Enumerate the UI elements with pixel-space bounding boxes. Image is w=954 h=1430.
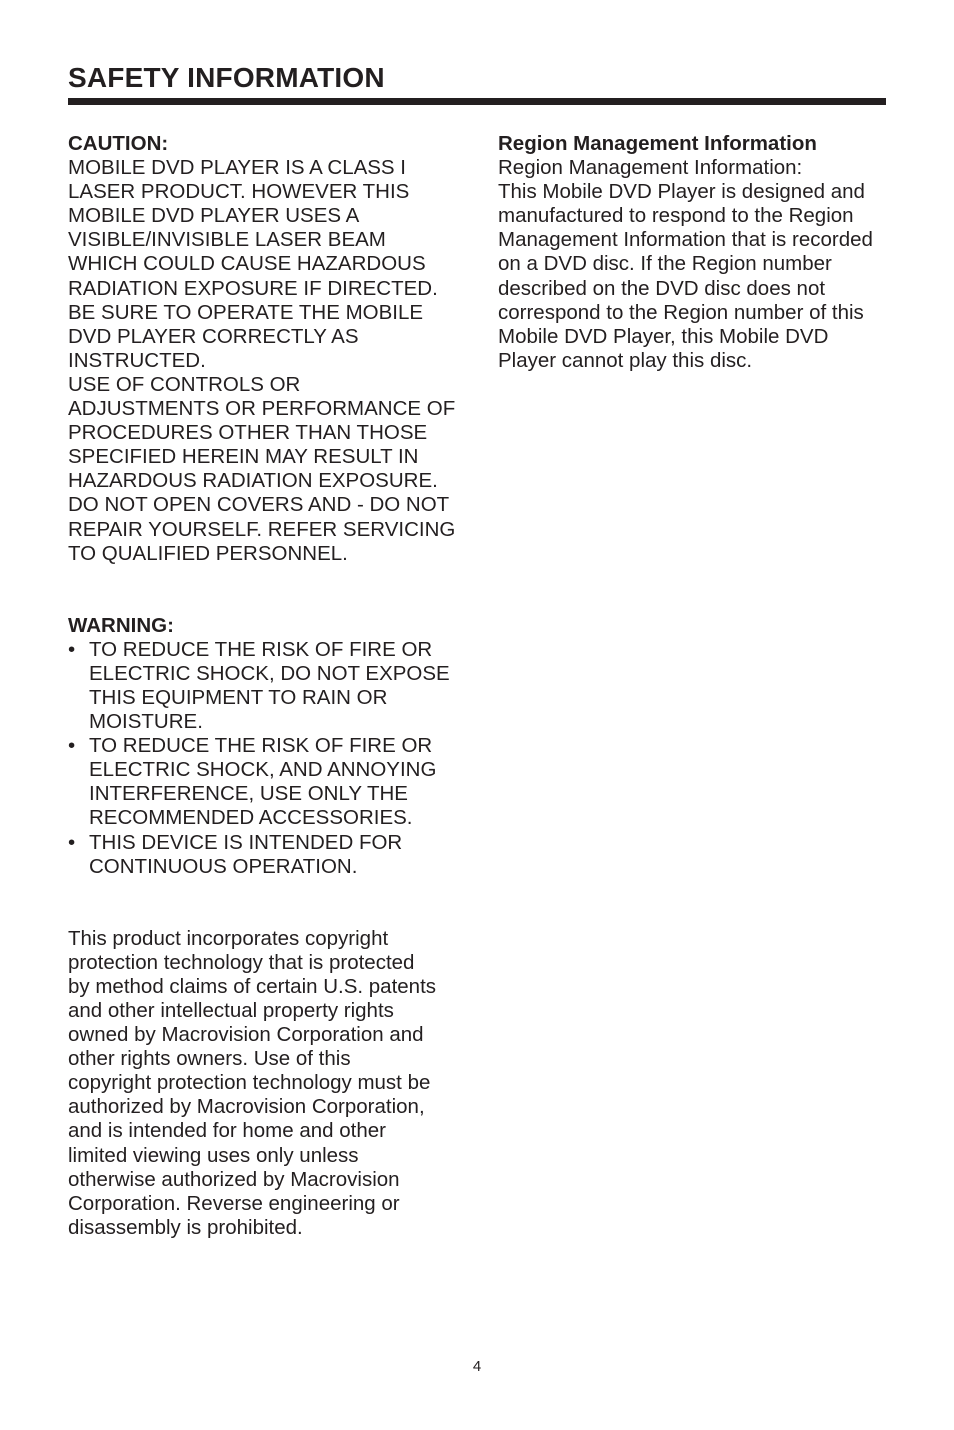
text-line: ELECTRIC SHOCK, AND ANNOYING [89,758,437,782]
text-line: RECOMMENDED ACCESSORIES. [89,806,413,830]
text-line: owned by Macrovision Corporation and [68,1023,424,1047]
text-line: TO REDUCE THE RISK OF FIRE OR [89,734,433,758]
title-rule [68,98,886,105]
text-line: TO QUALIFIED PERSONNEL. [68,541,348,565]
text-line: BE SURE TO OPERATE THE MOBILE [68,300,424,324]
text-line: Corporation. Reverse engineering or [68,1191,400,1215]
warning-list [68,638,468,879]
text-line: Management Information that is recorded [498,228,873,252]
text-line: ELECTRIC SHOCK, DO NOT EXPOSE [89,661,450,685]
warning-item [68,734,468,830]
text-line: copyright protection technology must be [68,1071,431,1095]
text-line: WHICH COULD CAUSE HAZARDOUS [68,252,426,276]
text-line: ADJUSTMENTS OR PERFORMANCE OF [68,397,456,421]
text-line: by method claims of certain U.S. patents [68,974,437,998]
text-line: THIS EQUIPMENT TO RAIN OR [89,685,388,709]
text-line: MOBILE DVD PLAYER USES A [68,204,360,228]
text-line: Player cannot play this disc. [498,348,753,372]
section-spacer [68,879,468,927]
text-line: RADIATION EXPOSURE IF DIRECTED. [68,276,438,300]
text-line: USE OF CONTROLS OR [68,372,301,396]
text-line: limited viewing uses only unless [68,1143,359,1167]
text-line: authorized by Macrovision Corporation, [68,1095,425,1119]
warning-item-text [89,831,468,879]
right-column [498,132,898,373]
text-line: MOISTURE. [89,710,203,734]
page-title: SAFETY INFORMATION [68,62,385,93]
text-line: DO NOT OPEN COVERS AND - DO NOT [68,493,450,517]
bullet-icon: • [68,734,76,758]
text-line: CONTINUOUS OPERATION. [89,854,358,878]
left-column [68,132,468,1240]
text-line: This Mobile DVD Player is designed and [498,180,865,204]
text-line: MOBILE DVD PLAYER IS A CLASS I [68,156,406,180]
text-line: This product incorporates copyright [68,926,389,950]
text-line: DVD PLAYER CORRECTLY AS [68,324,359,348]
section-spacer [68,566,468,614]
copyright-text [68,927,468,1240]
text-line: INTERFERENCE, USE ONLY THE [89,782,408,806]
text-line: THIS DEVICE IS INTENDED FOR [89,830,403,854]
warning-item [68,831,468,879]
text-line: other rights owners. Use of this [68,1047,351,1071]
text-line: otherwise authorized by Macrovision [68,1167,400,1191]
text-line: HAZARDOUS RADIATION EXPOSURE. [68,469,438,493]
text-line: on a DVD disc. If the Region number [498,252,832,276]
warning-section [68,614,468,879]
text-line: VISIBLE/INVISIBLE LASER BEAM [68,228,386,252]
warning-heading: WARNING: [68,613,174,637]
text-line: INSTRUCTED. [68,348,206,372]
region-text [498,156,898,373]
text-line: described on the DVD disc does not [498,276,826,300]
warning-item [68,638,468,734]
text-line: manufactured to respond to the Region [498,204,854,228]
text-line: disassembly is prohibited. [68,1215,303,1239]
warning-item-text [89,638,468,734]
text-line: Mobile DVD Player, this Mobile DVD [498,324,829,348]
bullet-icon: • [68,637,76,661]
text-line: protection technology that is protected [68,950,415,974]
text-line: PROCEDURES OTHER THAN THOSE [68,421,428,445]
page-number: 4 [472,1358,482,1375]
region-section [498,132,898,373]
warning-item-text [89,734,468,830]
bullet-icon: • [68,830,76,854]
text-line: and other intellectual property rights [68,999,394,1022]
text-line: SPECIFIED HEREIN MAY RESULT IN [68,445,419,469]
caution-heading: CAUTION: [68,132,169,155]
text-line: and is intended for home and other [68,1119,386,1143]
caution-section [68,132,468,566]
text-line: Region Management Information: [498,156,803,180]
text-line: LASER PRODUCT. HOWEVER THIS [68,180,410,204]
text-line: TO REDUCE THE RISK OF FIRE OR [89,637,433,661]
text-line: REPAIR YOURSELF. REFER SERVICING [68,517,456,541]
copyright-section [68,927,468,1240]
caution-text [68,156,468,566]
region-heading: Region Management Information [498,132,817,155]
text-line: correspond to the Region number of this [498,300,864,324]
